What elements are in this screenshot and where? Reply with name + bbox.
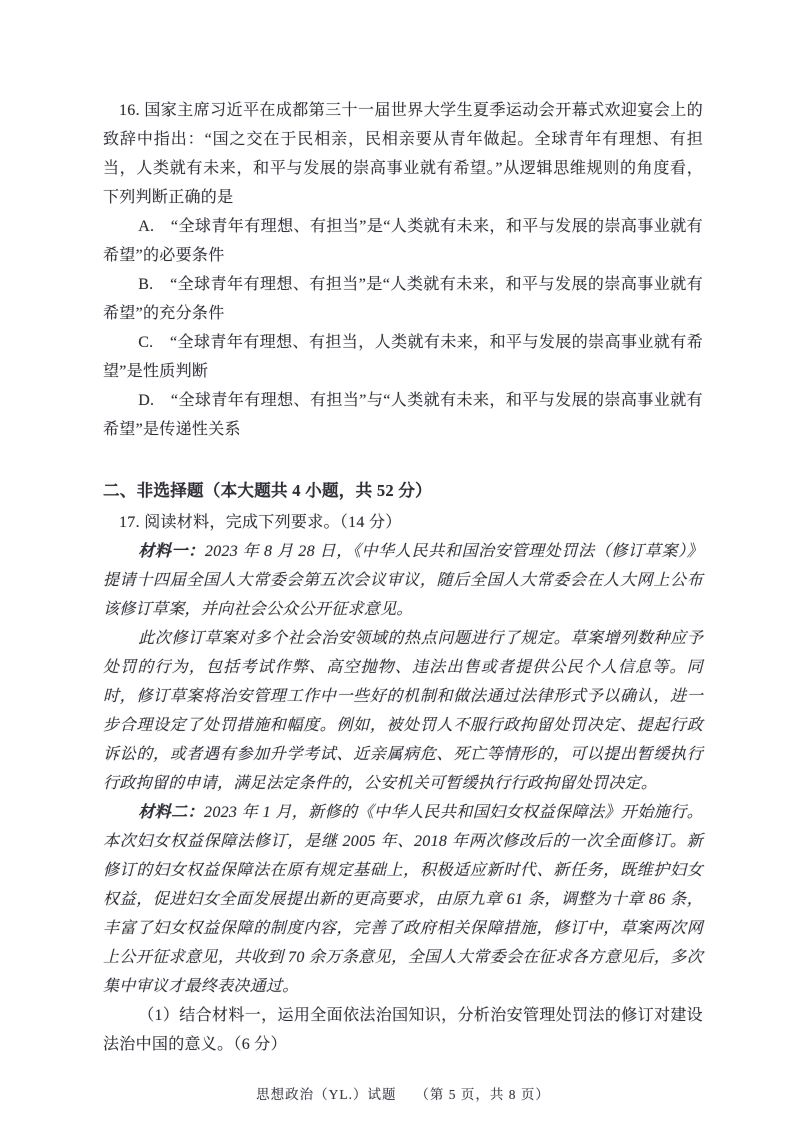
question-16 bbox=[103, 96, 703, 444]
option-b-label: B. bbox=[138, 276, 154, 293]
question-16-number: 16. bbox=[119, 102, 140, 119]
option-b bbox=[103, 270, 703, 328]
option-c-label: C. bbox=[138, 334, 154, 351]
option-a bbox=[103, 212, 703, 270]
question-16-stem bbox=[103, 96, 703, 212]
sub-question-1: （1）结合材料一，运用全面依法治国知识，分析治安管理处罚法的修订对建设法治中国的意义。（6 分） bbox=[103, 1007, 703, 1053]
option-a-text: “全球青年有理想、有担当”是“人类就有未来，和平与发展的崇高事业就有希望”的必要条件 bbox=[103, 218, 703, 264]
footer-title: 思想政治（YL.）试题 bbox=[256, 1087, 397, 1102]
option-c bbox=[103, 328, 703, 386]
section-2-heading: 二、非选择题（本大题共 4 小题，共 52 分） bbox=[103, 481, 432, 500]
question-16-stem-text: 国家主席习近平在成都第三十一届世界大学生夏季运动会开幕式欢迎宴会上的致辞中指出：“国之交在于民相亲，民相亲要从青年做起。全球青年有理想、有担当，人类就有未来，和平与发展的崇高事业就有希望。”从逻辑思维规则的角度看，下列判断正确的是 bbox=[103, 102, 703, 206]
option-d-text: “全球青年有理想、有担当”与“人类就有未来，和平与发展的崇高事业就有希望”是传递性关系 bbox=[103, 392, 703, 438]
option-d-label: D. bbox=[138, 392, 155, 409]
option-a-label: A. bbox=[138, 218, 155, 235]
option-c-text: “全球青年有理想、有担当，人类就有未来，和平与发展的崇高事业就有希望”是性质判断 bbox=[103, 334, 703, 380]
question-17 bbox=[103, 508, 703, 1059]
material-2-label: 材料二： bbox=[138, 804, 205, 821]
material-1-text-2: 此次修订草案对多个社会治安领域的热点问题进行了规定。草案增列数种应予处罚的行为，包括考试作弊、高空抛物、违法出售或者提供公民个人信息等。同时，修订草案将治安管理工作中一些好的机制和做法通过法律形式予以确认，进一步合理设定了处罚措施和幅度。例如，被处罚人不服行政拘留处罚决定、提起行政诉讼的，或者遇有参加升学考试、近亲属病危、死亡等情形的，可以提出暂缓执行行政拘留的申请，满足法定条件的，公安机关可暂缓执行行政拘留处罚决定。 bbox=[103, 630, 703, 792]
question-17-intro: 17. 阅读材料，完成下列要求。（14 分） bbox=[119, 514, 402, 531]
material-1-text-1: 2023 年 8 月 28 日，《中华人民共和国治安管理处罚法（修订草案）》提请十四届全国人大常委会第五次会议审议，随后全国人大常委会在人大网上公布该修订草案，并向社会公众公开征求意见。 bbox=[103, 543, 703, 618]
material-1-paragraph-1 bbox=[103, 537, 703, 624]
material-2-text-1: 2023 年 1 月，新修的《中华人民共和国妇女权益保障法》开始施行。本次妇女权益保障法修订，是继 2005 年、2018 年两次修改后的一次全面修订。新修订的妇女权益保障法在原有规定基础上，积极适应新时代、新任务，既维护妇女权益，促进妇女全面发展提出新的更高要求，由原九章 61 条，调整为十章 86 条，丰富了妇女权益保障的制度内容，完善了政府相关保障措施，修订中，草案两次网上公开征求意见，共收到 70 余万条意见，全国人大常委会在征求各方意见后，多次集中审议才最终表决通过。 bbox=[103, 804, 703, 995]
page-footer bbox=[103, 1085, 703, 1105]
material-1-label: 材料一： bbox=[138, 543, 205, 560]
option-d bbox=[103, 386, 703, 444]
material-1-paragraph-2 bbox=[103, 624, 703, 798]
footer-page-info: （第 5 页，共 8 页） bbox=[415, 1087, 550, 1102]
material-2-paragraph-1 bbox=[103, 798, 703, 1001]
option-b-text: “全球青年有理想、有担当”是“人类就有未来，和平与发展的崇高事业就有希望”的充分条件 bbox=[103, 276, 703, 322]
